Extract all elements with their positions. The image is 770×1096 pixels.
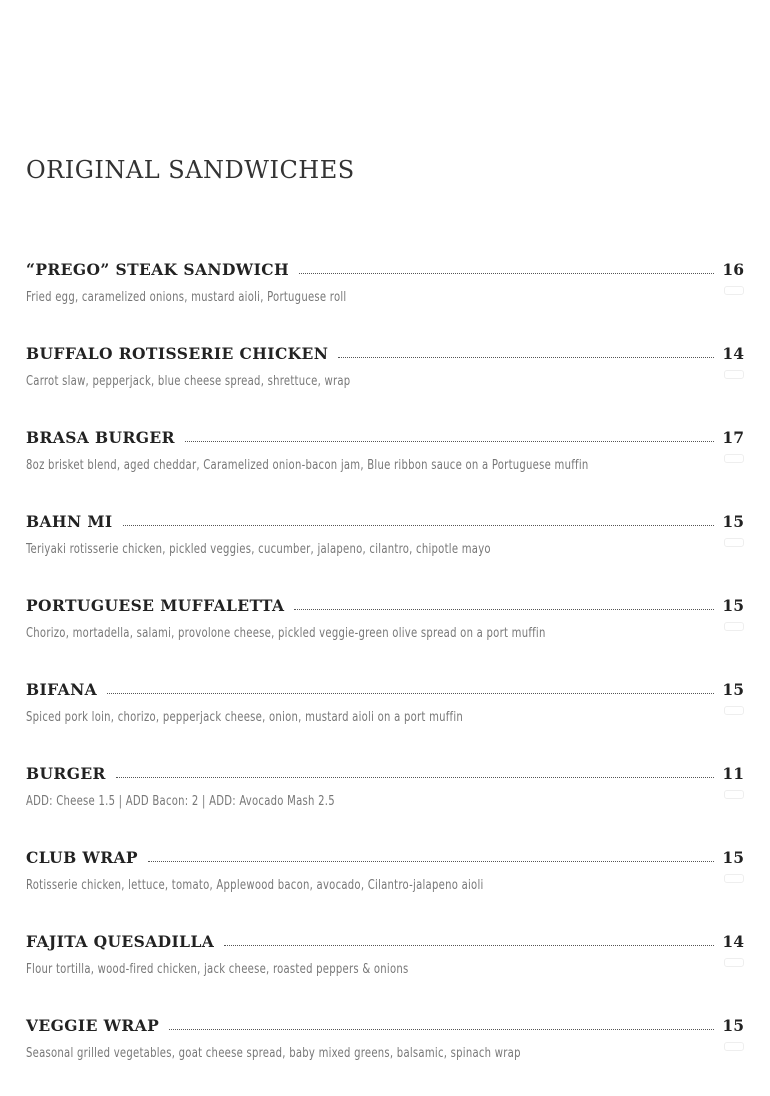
dotted-leader [148,860,714,862]
item-price: 15 [722,596,744,615]
dotted-leader [294,608,714,610]
item-description: Rotisserie chicken, lettuce, tomato, Applewood bacon, avocado, Cilantro-jalapeno aioli [26,878,484,893]
item-price: 11 [722,764,744,783]
menu-item-brasa-burger [26,424,744,508]
item-price: 14 [722,932,744,951]
item-name: BRASA BURGER [26,428,175,447]
item-name: BAHN MI [26,512,113,531]
item-name: PORTUGUESE MUFFALETTA [26,596,285,615]
menu-item-prego-steak-sandwich [26,256,744,340]
item-header [26,844,744,868]
placeholder-box [724,454,744,463]
dotted-leader [107,692,714,694]
item-header [26,676,744,700]
item-description: 8oz brisket blend, aged cheddar, Caramelized onion-bacon jam, Blue ribbon sauce on a Portuguese muffin [26,458,589,473]
placeholder-box [724,958,744,967]
placeholder-box [724,1042,744,1051]
item-name: VEGGIE WRAP [26,1016,160,1035]
dotted-leader [123,524,715,526]
item-name: “PREGO” STEAK SANDWICH [26,260,290,279]
item-price: 16 [722,260,744,279]
item-name: BUFFALO ROTISSERIE CHICKEN [26,344,329,363]
menu-item-fajita-quesadilla [26,928,744,1012]
item-name: BURGER [26,764,106,783]
item-price: 14 [722,344,744,363]
item-header [26,256,744,280]
dotted-leader [338,356,714,358]
menu-item-portuguese-muffaletta [26,592,744,676]
item-description: Chorizo, mortadella, salami, provolone cheese, pickled veggie-green olive spread on a port muffin [26,626,546,641]
item-description: Fried egg, caramelized onions, mustard aioli, Portuguese roll [26,290,347,305]
item-price: 15 [722,848,744,867]
section-title: ORIGINAL SANDWICHES [26,156,355,184]
placeholder-box [724,370,744,379]
placeholder-box [724,286,744,295]
dotted-leader [299,272,714,274]
item-header [26,928,744,952]
item-header [26,1012,744,1036]
dotted-leader [224,944,714,946]
dotted-leader [116,776,715,778]
item-description: ADD: Cheese 1.5 | ADD Bacon: 2 | ADD: Avocado Mash 2.5 [26,794,335,809]
item-header [26,508,744,532]
placeholder-box [724,874,744,883]
item-header [26,760,744,784]
item-name: FAJITA QUESADILLA [26,932,215,951]
item-description: Spiced pork loin, chorizo, pepperjack cheese, onion, mustard aioli on a port muffin [26,710,464,725]
item-description: Carrot slaw, pepperjack, blue cheese spread, shrettuce, wrap [26,374,351,389]
dotted-leader [169,1028,714,1030]
item-price: 15 [722,680,744,699]
menu-item-buffalo-rotisserie-chicken [26,340,744,424]
item-description: Flour tortilla, wood-fired chicken, jack cheese, roasted peppers & onions [26,962,409,977]
item-description: Seasonal grilled vegetables, goat cheese spread, baby mixed greens, balsamic, spinach wrap [26,1046,521,1061]
item-price: 17 [722,428,744,447]
placeholder-box [724,706,744,715]
placeholder-box [724,622,744,631]
dotted-leader [185,440,715,442]
item-header [26,340,744,364]
item-header [26,424,744,448]
placeholder-box [724,790,744,799]
menu-item-bifana [26,676,744,760]
item-name: CLUB WRAP [26,848,138,867]
item-price: 15 [722,1016,744,1035]
menu-item-bahn-mi [26,508,744,592]
item-name: BIFANA [26,680,98,699]
item-header [26,592,744,616]
menu-item-club-wrap [26,844,744,928]
menu-item-veggie-wrap [26,1012,744,1096]
item-price: 15 [722,512,744,531]
menu-item-burger [26,760,744,844]
placeholder-box [724,538,744,547]
item-description: Teriyaki rotisserie chicken, pickled veggies, cucumber, jalapeno, cilantro, chipotle mayo [26,542,491,557]
